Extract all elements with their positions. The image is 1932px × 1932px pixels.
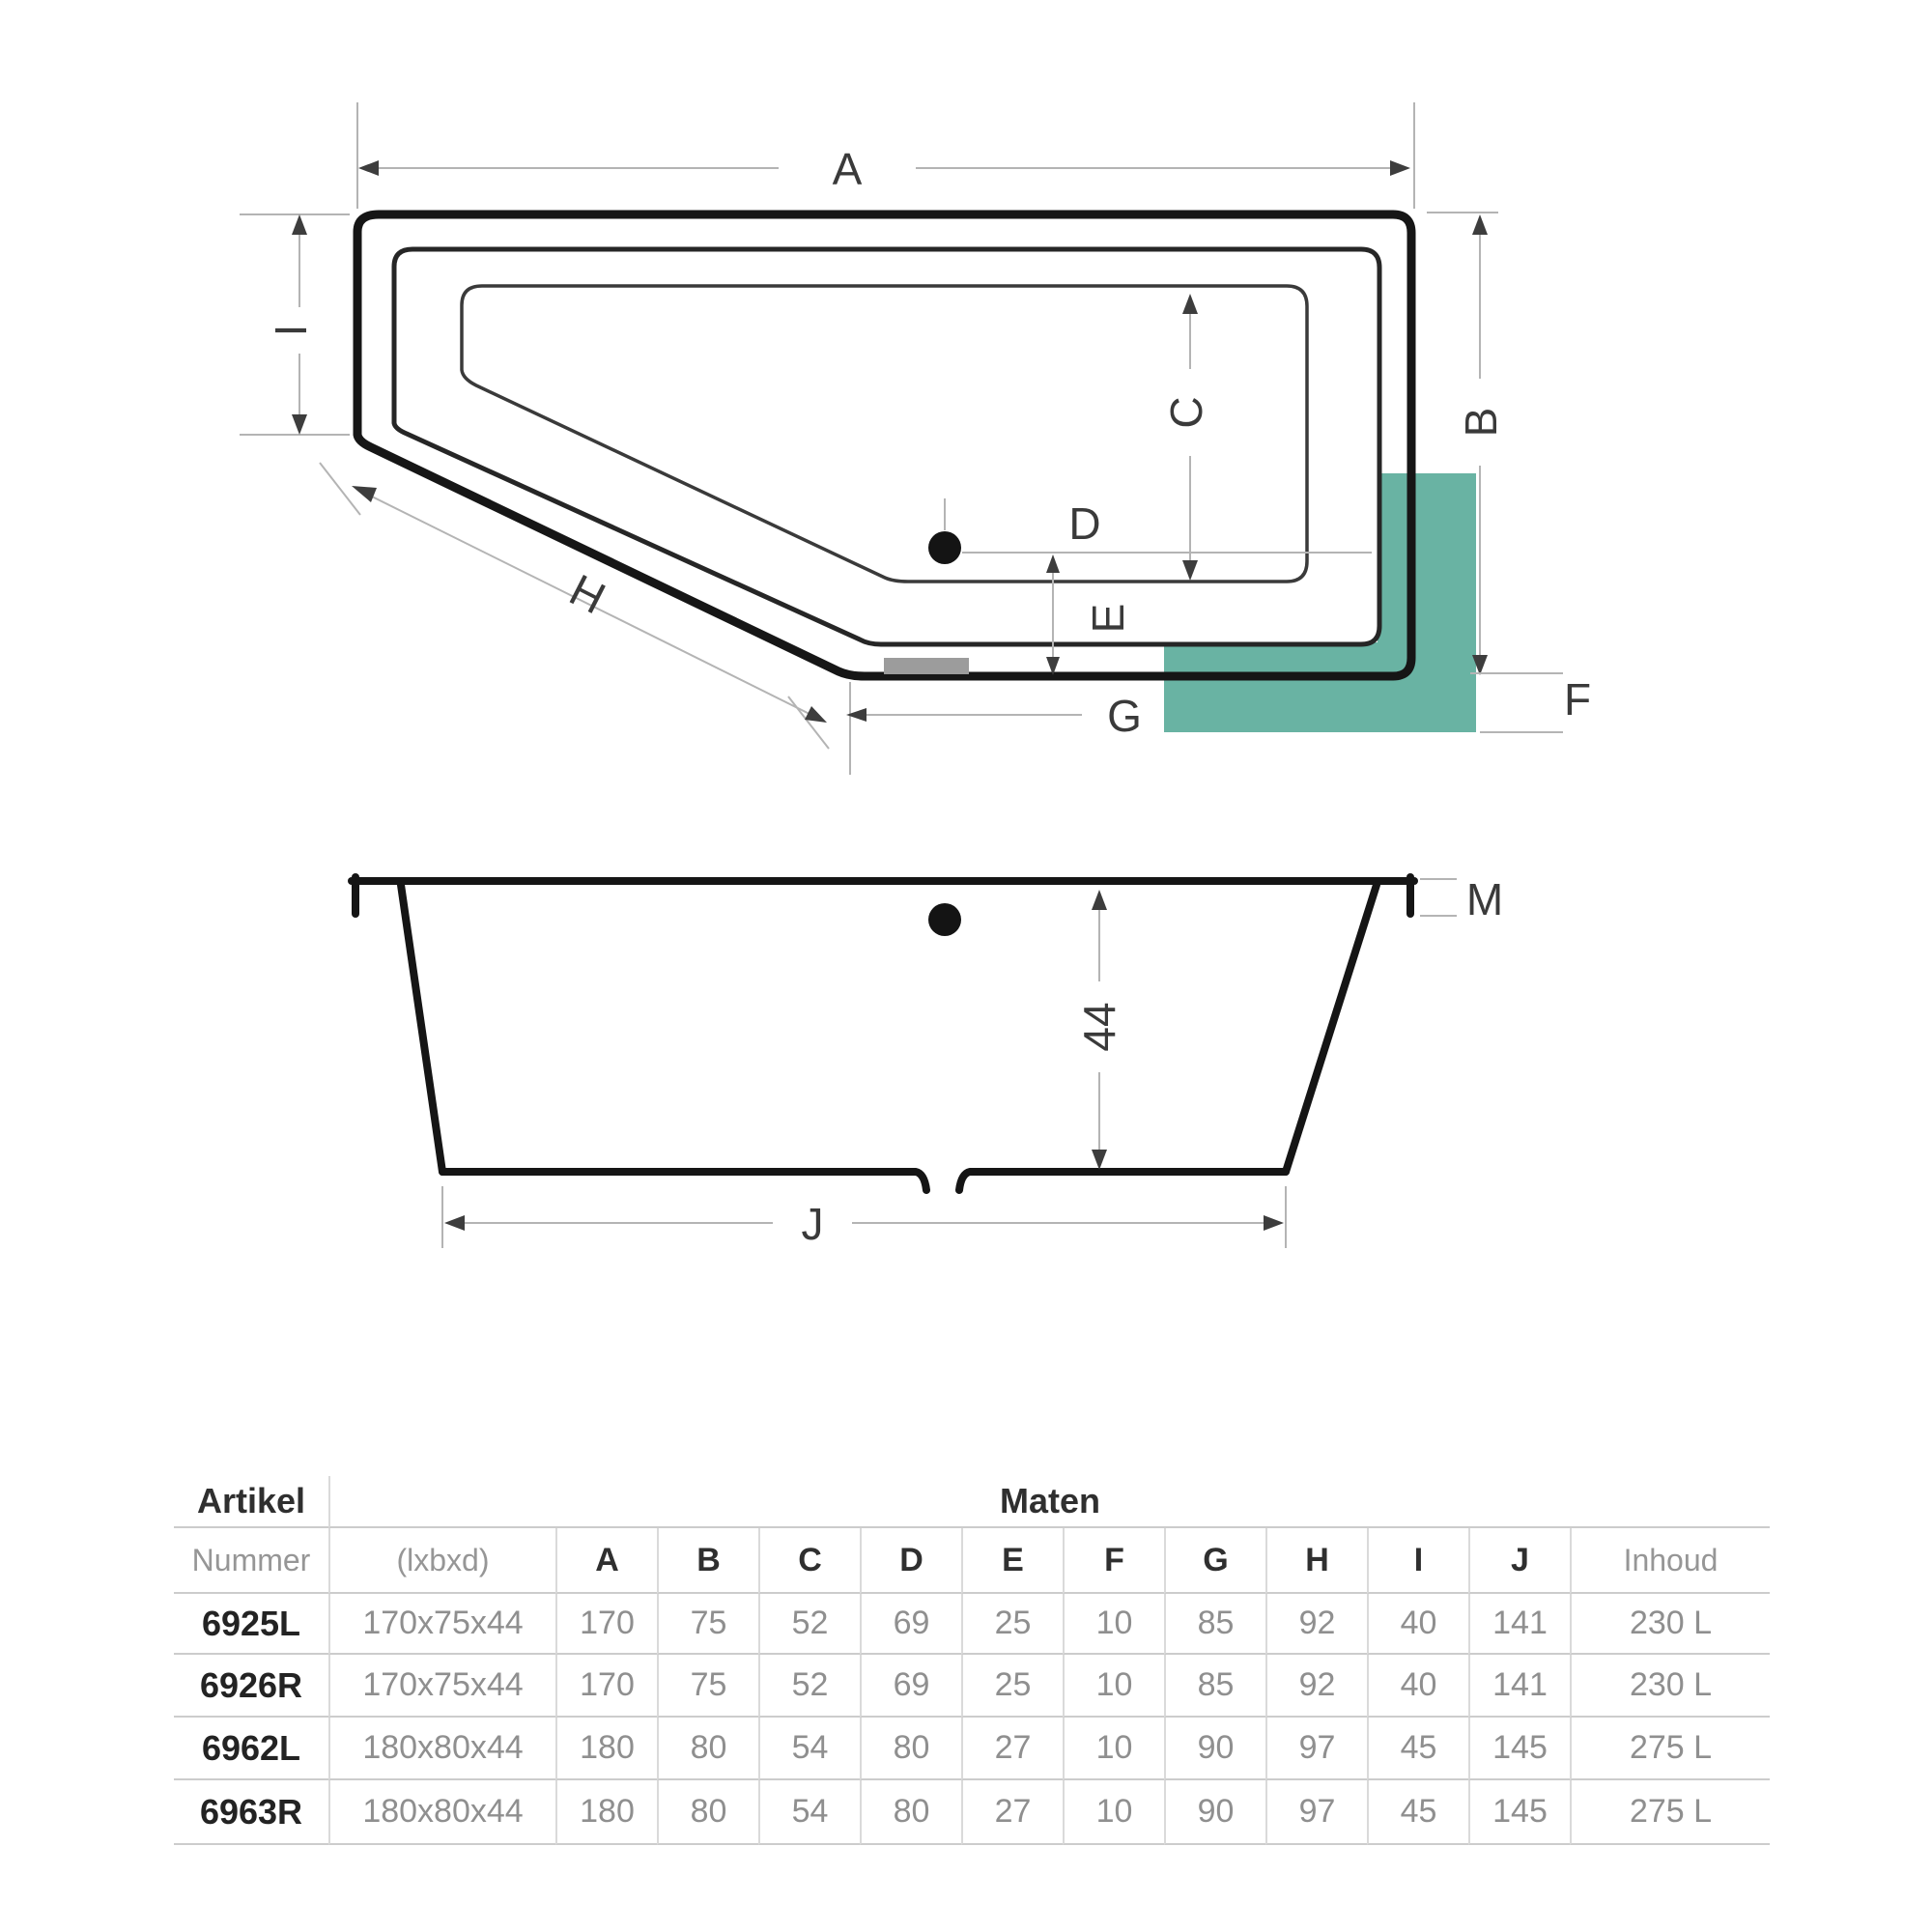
table-cell: 75 <box>657 1655 758 1718</box>
table-cell: 97 <box>1265 1718 1367 1780</box>
label-e: E <box>1083 603 1133 634</box>
arrow-up-icon <box>1092 890 1107 910</box>
table-cell: 230 L <box>1570 1655 1770 1718</box>
table-cell: 54 <box>758 1718 860 1780</box>
col-header-lxbxd: (lxbxd) <box>328 1528 555 1594</box>
table-cell: 170 <box>555 1655 657 1718</box>
arrow-down-icon <box>292 414 307 435</box>
side-bottom-left <box>442 1172 926 1190</box>
col-header-g: G <box>1164 1528 1265 1594</box>
table-cell: 10 <box>1063 1718 1164 1780</box>
table-row-article-number: 6963R <box>174 1780 328 1845</box>
table-row-article-number: 6962L <box>174 1718 328 1780</box>
table-cell: 69 <box>860 1594 961 1655</box>
dimension-i <box>240 214 350 435</box>
table-cell: 80 <box>657 1780 758 1845</box>
col-header-b: B <box>657 1528 758 1594</box>
table-cell: 52 <box>758 1594 860 1655</box>
col-header-h: H <box>1265 1528 1367 1594</box>
table-cell: 10 <box>1063 1780 1164 1845</box>
overflow-marker <box>884 658 969 674</box>
col-header-d: D <box>860 1528 961 1594</box>
label-g: G <box>1107 691 1142 741</box>
table-cell: 180x80x44 <box>328 1718 555 1780</box>
label-d: D <box>1068 498 1101 549</box>
arrow-up-icon <box>1472 214 1488 235</box>
arrow-right-icon <box>1390 160 1410 176</box>
table-cell: 92 <box>1265 1655 1367 1718</box>
spec-table <box>174 1476 1770 1845</box>
arrow-left-icon <box>444 1215 465 1231</box>
table-cell: 52 <box>758 1655 860 1718</box>
arrow-up-icon <box>292 214 307 235</box>
label-m: M <box>1465 874 1504 924</box>
table-cell: 170x75x44 <box>328 1594 555 1655</box>
table-cell: 40 <box>1367 1655 1468 1718</box>
arrow-right-icon <box>1264 1215 1284 1231</box>
dimension-j <box>442 1186 1286 1249</box>
table-cell: 45 <box>1367 1780 1468 1845</box>
label-c: C <box>1161 396 1211 429</box>
table-cell: 275 L <box>1570 1718 1770 1780</box>
table-cell: 80 <box>860 1780 961 1845</box>
table-cell: 180x80x44 <box>328 1780 555 1845</box>
arrow-down-right-icon <box>805 706 827 723</box>
col-header-f: F <box>1063 1528 1164 1594</box>
table-header-maten: Maten <box>328 1476 1770 1528</box>
dimension-a <box>357 102 1414 209</box>
dimension-m <box>1420 874 1503 924</box>
side-left-wall <box>401 885 442 1172</box>
table-cell: 85 <box>1164 1655 1265 1718</box>
side-bottom-right <box>959 1172 1286 1190</box>
dimension-f <box>1470 673 1591 732</box>
table-cell: 92 <box>1265 1594 1367 1655</box>
col-header-e: E <box>961 1528 1063 1594</box>
arrow-down-icon <box>1092 1150 1107 1170</box>
table-cell: 85 <box>1164 1594 1265 1655</box>
table-cell: 170x75x44 <box>328 1655 555 1718</box>
table-cell: 80 <box>860 1718 961 1780</box>
table-cell: 27 <box>961 1780 1063 1845</box>
table-cell: 90 <box>1164 1780 1265 1845</box>
table-cell: 141 <box>1468 1655 1570 1718</box>
label-j: J <box>801 1199 824 1249</box>
table-cell: 141 <box>1468 1594 1570 1655</box>
table-cell: 10 <box>1063 1594 1164 1655</box>
top-view <box>240 102 1591 775</box>
table-cell: 54 <box>758 1780 860 1845</box>
col-header-j: J <box>1468 1528 1570 1594</box>
table-cell: 275 L <box>1570 1780 1770 1845</box>
table-cell: 180 <box>555 1718 657 1780</box>
tub-fill <box>357 214 1411 676</box>
table-cell: 145 <box>1468 1718 1570 1780</box>
table-cell: 97 <box>1265 1780 1367 1845</box>
col-header-nummer: Nummer <box>174 1528 328 1594</box>
label-b: B <box>1456 407 1506 438</box>
table-cell: 25 <box>961 1594 1063 1655</box>
drain-side-view <box>928 903 961 936</box>
table-cell: 170 <box>555 1594 657 1655</box>
table-cell: 10 <box>1063 1655 1164 1718</box>
table-cell: 27 <box>961 1718 1063 1780</box>
table-cell: 80 <box>657 1718 758 1780</box>
label-f: F <box>1563 674 1592 724</box>
col-header-c: C <box>758 1528 860 1594</box>
table-cell: 75 <box>657 1594 758 1655</box>
table-cell: 40 <box>1367 1594 1468 1655</box>
label-i: I <box>266 324 316 337</box>
label-h: H <box>561 564 613 624</box>
col-header-inhoud: Inhoud <box>1570 1528 1770 1594</box>
table-cell: 145 <box>1468 1780 1570 1845</box>
side-view <box>352 874 1503 1249</box>
table-cell: 45 <box>1367 1718 1468 1780</box>
table-cell: 230 L <box>1570 1594 1770 1655</box>
col-header-a: A <box>555 1528 657 1594</box>
arrow-up-left-icon <box>352 486 377 502</box>
arrow-left-icon <box>358 160 379 176</box>
table-cell: 25 <box>961 1655 1063 1718</box>
label-depth: 44 <box>1074 1002 1124 1052</box>
table-row-article-number: 6926R <box>174 1655 328 1718</box>
table-cell: 69 <box>860 1655 961 1718</box>
drain-top-view <box>928 531 961 564</box>
side-right-wall <box>1286 885 1377 1172</box>
dimension-depth-44 <box>1074 890 1124 1170</box>
table-cell: 90 <box>1164 1718 1265 1780</box>
dimension-g <box>846 682 1142 775</box>
table-cell: 180 <box>555 1780 657 1845</box>
col-header-i: I <box>1367 1528 1468 1594</box>
table-row-article-number: 6925L <box>174 1594 328 1655</box>
label-a: A <box>832 144 863 194</box>
table-header-artikel: Artikel <box>174 1476 328 1528</box>
